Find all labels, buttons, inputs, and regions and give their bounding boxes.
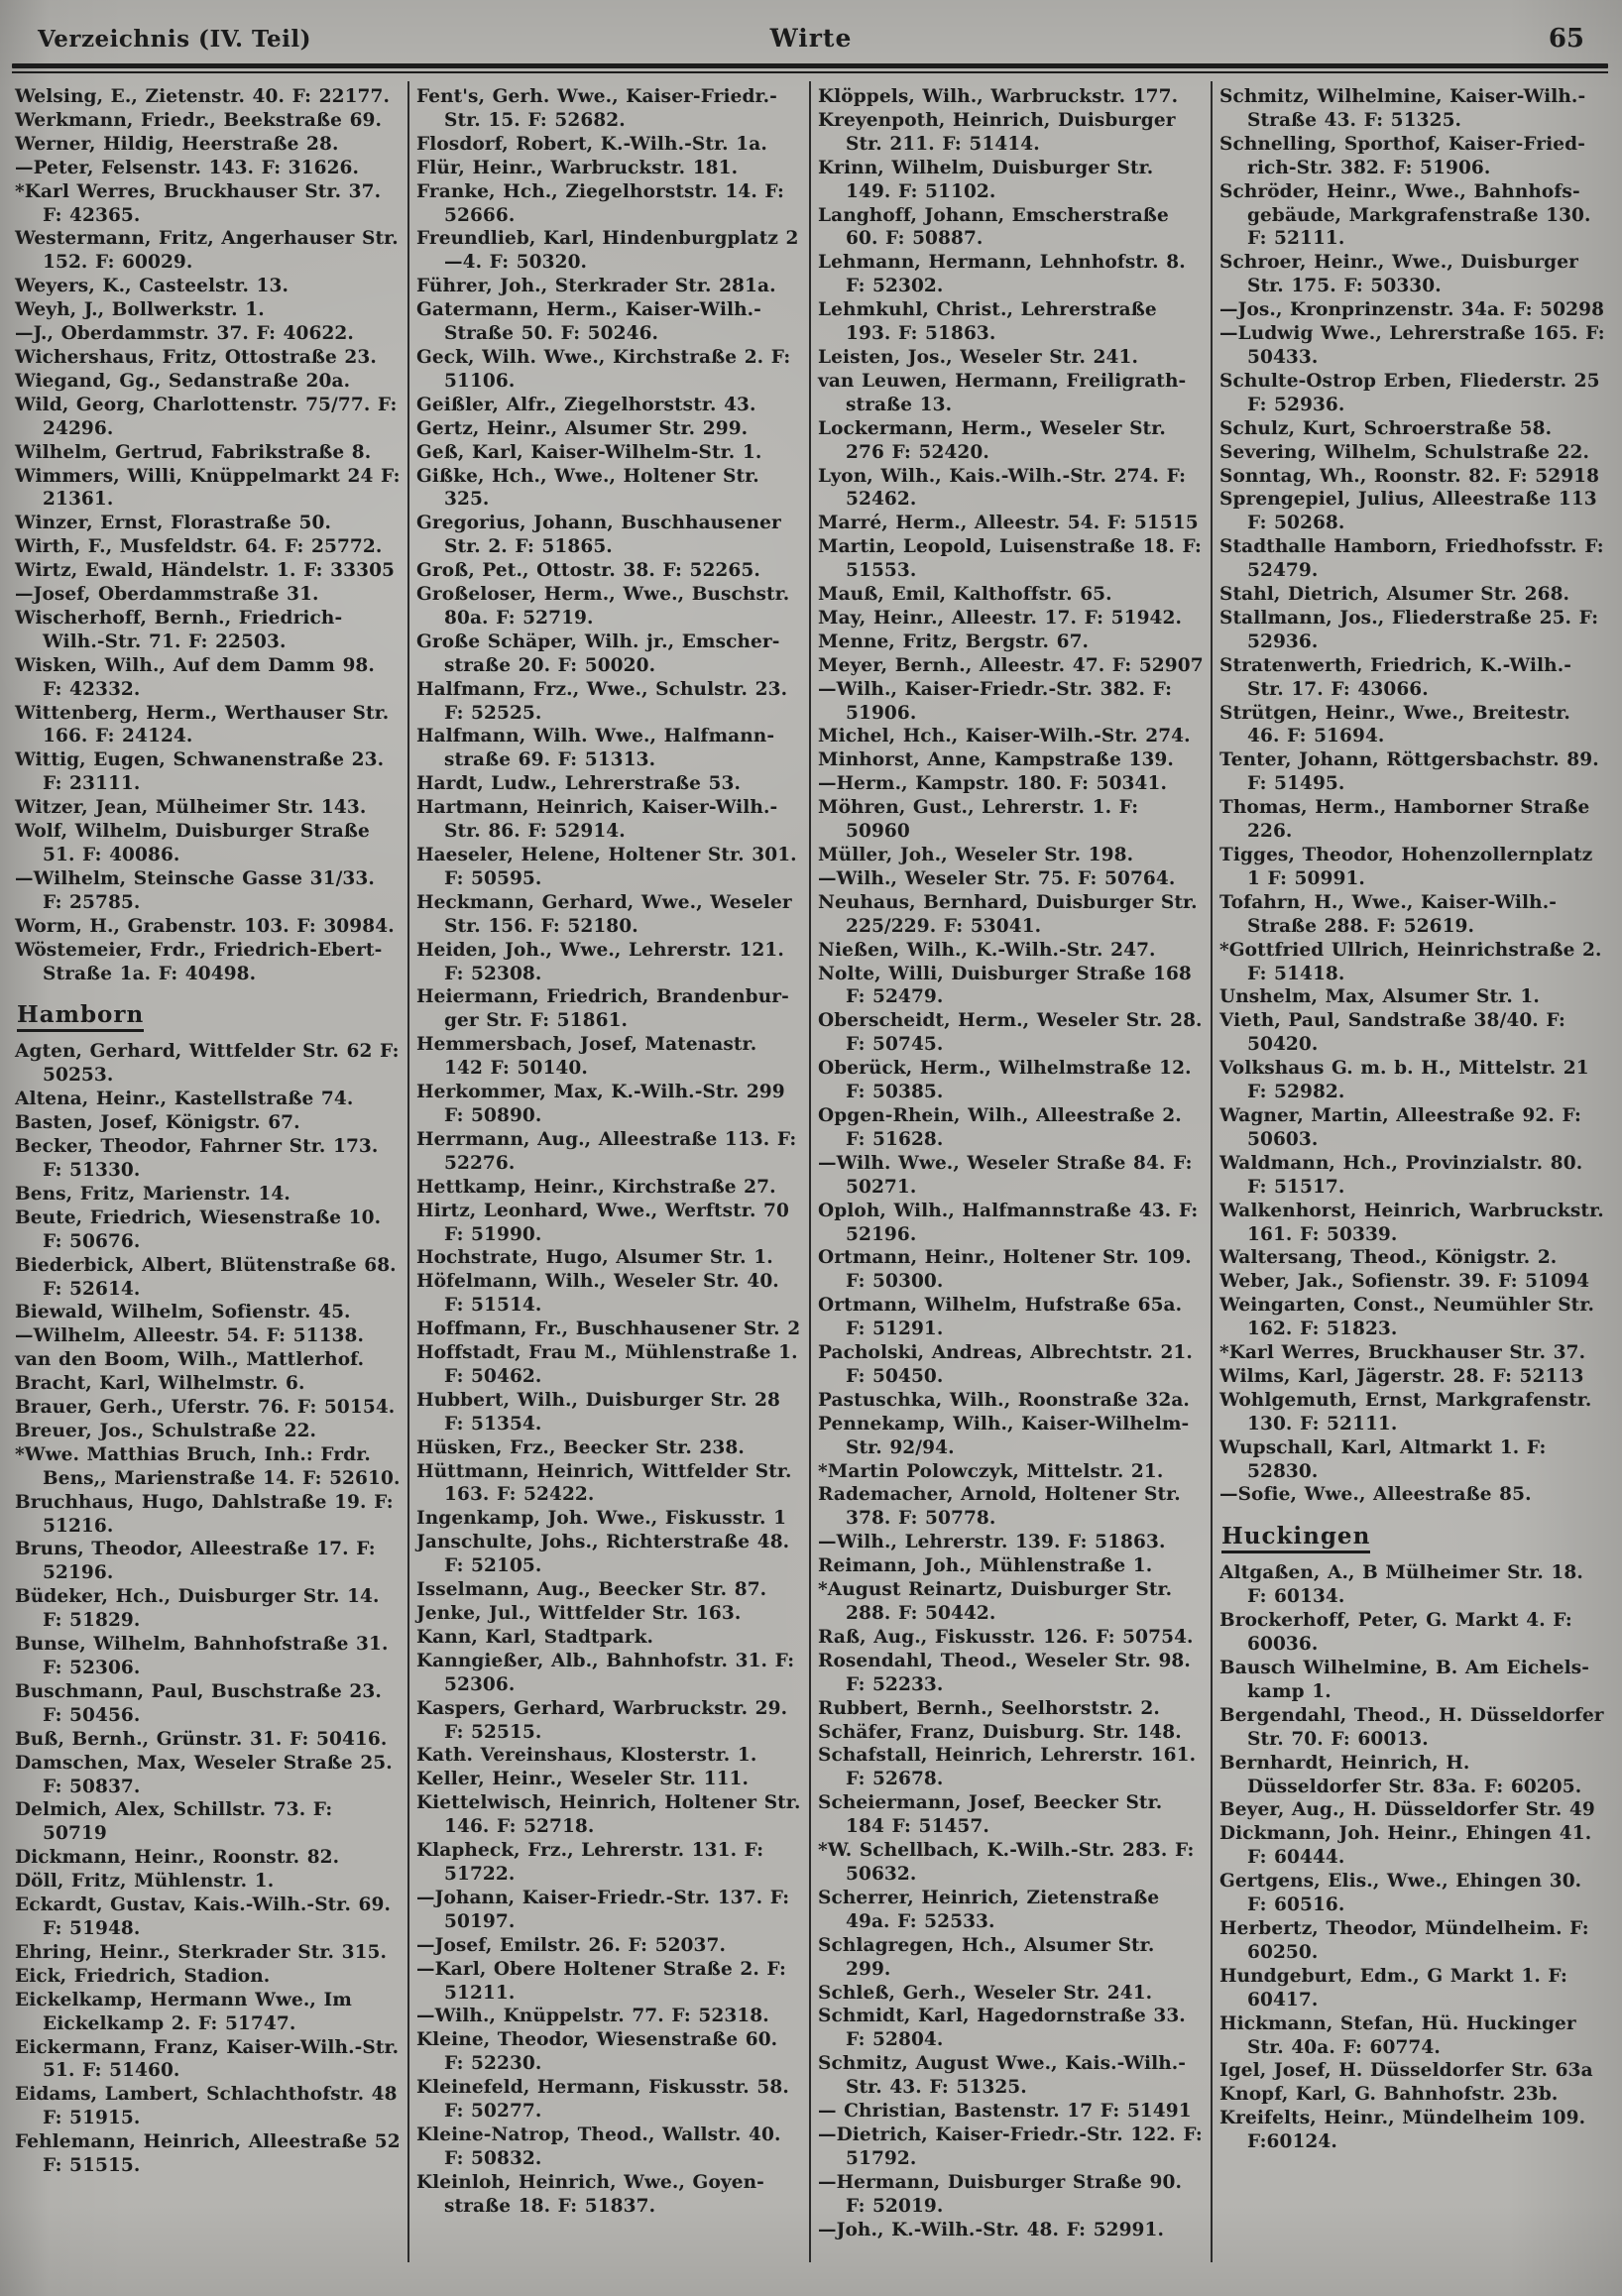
directory-entry: Klapheck, Frz., Lehrerstr. 131. F: 51722. — [416, 1840, 764, 1885]
directory-entry: Wilhelm, Gertrud, Fabrikstraße 8. — [15, 441, 372, 463]
directory-entry: Walkenhorst, Heinrich, Warbruckstr. 161. F: 50339. — [1219, 1200, 1604, 1245]
directory-entry: Schmidt, Karl, Hagedornstraße 33. F: 52804. — [818, 2006, 1186, 2051]
directory-entry: Waldmann, Hch., Provinzialstr. 80. F: 51517. — [1219, 1152, 1583, 1198]
directory-entry: —Karl, Obere Holtener Straße 2. F: 51211. — [416, 1958, 786, 2004]
directory-entry: Hundgeburt, Edm., G Markt 1. F: 60417. — [1219, 1965, 1567, 2010]
directory-entry: Schulz, Kurt, Schroerstraße 58. — [1219, 417, 1553, 439]
directory-entry: Bergendahl, Theod., H. Düsseldorfer Str. 70. F: 60013. — [1219, 1704, 1604, 1750]
directory-entry: Schleß, Gerh., Weseler Str. 241. — [818, 1982, 1153, 2004]
directory-entry: —Wilh., Knüppelstr. 77. F: 52318. — [416, 2006, 769, 2027]
directory-entry: Damschen, Max, Weseler Straße 25. F: 50837. — [15, 1752, 393, 1797]
directory-entry: Brockerhoff, Peter, G. Markt 4. F: 60036. — [1219, 1610, 1572, 1656]
directory-entry: Wisken, Wilh., Auf dem Damm 98. F: 42332. — [15, 654, 375, 700]
directory-entry: Langhoff, Johann, Emscherstraße 60. F: 50887. — [818, 204, 1169, 250]
directory-entry: Biewald, Wilhelm, Sofienstr. 45. — [15, 1302, 351, 1323]
directory-entry: Ortmann, Wilhelm, Hufstraße 65a. F: 51291. — [818, 1295, 1183, 1340]
directory-entry: Groß, Pet., Ottostr. 38. F: 52265. — [416, 560, 760, 582]
directory-entry: Opgen-Rhein, Wilh., Alleestraße 2. F: 51628. — [818, 1104, 1182, 1150]
directory-entry: Haeseler, Helene, Holtener Str. 301. F: 50595. — [416, 845, 797, 889]
directory-entry: *W. Schellbach, K.-Wilh.-Str. 283. F: 50632. — [818, 1840, 1195, 1885]
section-heading-hamborn — [17, 1001, 401, 1028]
directory-entry: Oberscheidt, Herm., Weseler Str. 28. F: 50745. — [818, 1010, 1203, 1056]
directory-entry: Halfmann, Frz., Wwe., Schulstr. 23. F: 52525. — [416, 678, 788, 724]
directory-entry: Bracht, Karl, Wilhelmstr. 6. — [15, 1373, 305, 1395]
directory-entry: *Karl Werres, Bruckhauser Str. 37. — [1219, 1342, 1586, 1364]
directory-entry: Hubbert, Wilh., Duisburger Str. 28 F: 51354. — [416, 1389, 780, 1435]
directory-entry: —Peter, Felsenstr. 143. F: 31626. — [15, 157, 360, 178]
directory-entry: Büdeker, Hch., Duisburger Str. 14. F: 51829. — [15, 1586, 380, 1632]
directory-entry: Döll, Fritz, Mühlenstr. 1. — [15, 1871, 275, 1893]
directory-entry: —Sofie, Wwe., Alleestraße 85. — [1219, 1484, 1532, 1506]
directory-entry: Kiettelwisch, Heinrich, Holtener Str. 146. F: 52718. — [416, 1792, 801, 1838]
directory-entry: —Herm., Kampstr. 180. F: 50341. — [818, 773, 1168, 795]
directory-entry: Möhren, Gust., Lehrerstr. 1. F: 50960 — [818, 797, 1139, 843]
directory-entry: Schroer, Heinr., Wwe., Duisburger Str. 175. F: 50330. — [1219, 252, 1578, 297]
directory-entry: Neuhaus, Bernhard, Duisburger Str. 225/229. F: 53041. — [818, 891, 1198, 937]
directory-entry: Bens, Fritz, Marienstr. 14. — [15, 1183, 290, 1205]
directory-entry: Mauß, Emil, Kalthoffstr. 65. — [818, 584, 1112, 606]
directory-entry: Wolf, Wilhelm, Duisburger Straße 51. F: 40086. — [15, 821, 370, 865]
directory-entry: Großeloser, Herm., Wwe., Buschstr. 80a. F: 52719. — [416, 584, 790, 629]
directory-entry: Tenter, Johann, Röttgersbachstr. 89. F: 51495. — [1219, 749, 1599, 795]
directory-entry: Hickmann, Stefan, Hü. Huckinger Str. 40a. F: 60774. — [1219, 2012, 1576, 2058]
directory-entry: Nolte, Willi, Duisburger Straße 168 F: 52479. — [818, 963, 1192, 1008]
directory-entry: Welsing, E., Zietenstr. 40. F: 22177. — [15, 86, 391, 107]
directory-entry: Weyh, J., Bollwerkstr. 1. — [15, 299, 265, 321]
directory-entry: Herkommer, Max, K.-Wilh.-Str. 299 F: 50890. — [416, 1082, 785, 1126]
directory-entry: Ingenkamp, Joh. Wwe., Fiskusstr. 1 — [416, 1508, 787, 1530]
directory-entry: —Joh., K.-Wilh.-Str. 48. F: 52991. — [818, 2219, 1165, 2240]
directory-entry: Sprengepiel, Julius, Alleestraße 113 F: 50268. — [1219, 489, 1597, 534]
directory-entry: Scheiermann, Josef, Beecker Str. 184 F: 51457. — [818, 1792, 1163, 1838]
directory-entry: Rosendahl, Theod., Weseler Str. 98. F: 52233. — [818, 1650, 1191, 1695]
directory-entry: —Wilhelm, Alleestr. 54. F: 51138. — [15, 1325, 365, 1347]
directory-entry: —Jos., Kronprinzenstr. 34a. F: 50298 — [1219, 299, 1605, 321]
directory-entry: Nießen, Wilh., K.-Wilh.-Str. 247. — [818, 939, 1156, 961]
directory-entry: Oploh, Wilh., Halfmannstraße 43. F: 52196. — [818, 1200, 1199, 1245]
directory-entry: —Wilh., Lehrerstr. 139. F: 51863. — [818, 1532, 1166, 1553]
directory-entry: Schulte-Ostrop Erben, Fliederstr. 25 F: 52936. — [1219, 370, 1600, 415]
directory-entry: Flür, Heinr., Warbruckstr. 181. — [416, 157, 739, 178]
directory-entry: van Leuwen, Hermann, Freiligrathstraße 13. — [818, 370, 1187, 415]
directory-entry: Tofahrn, H., Wwe., Kaiser-Wilh.-Straße 288. F: 52619. — [1219, 891, 1558, 937]
directory-entry: Stahl, Dietrich, Alsumer Str. 268. — [1219, 584, 1570, 606]
directory-entry: Reimann, Joh., Mühlenstraße 1. — [818, 1555, 1153, 1577]
directory-entry: —J., Oberdammstr. 37. F: 40622. — [15, 323, 354, 345]
directory-entry: Eickelkamp, Hermann Wwe., Im Eickelkamp 2. F: 51747. — [15, 1989, 352, 2034]
directory-entry: Bunse, Wilhelm, Bahnhofstraße 31. F: 52306. — [15, 1634, 389, 1678]
directory-entry: —Ludwig Wwe., Lehrerstraße 165. F: 50433. — [1219, 323, 1605, 368]
directory-entry: Schnelling, Sporthof, Kaiser-Friedrich-Str. 382. F: 51906. — [1219, 133, 1585, 178]
directory-entry: Wittig, Eugen, Schwanenstraße 23. F: 23111. — [15, 749, 385, 795]
directory-entry: Dickmann, Heinr., Roonstr. 82. — [15, 1847, 340, 1869]
directory-entry: —Hermann, Duisburger Straße 90. F: 52019. — [818, 2171, 1182, 2217]
directory-entry: Franke, Hch., Ziegelhorststr. 14. F: 52666. — [416, 180, 784, 226]
directory-entry: Stadthalle Hamborn, Friedhofsstr. F: 52479. — [1219, 536, 1604, 582]
directory-entry: Winzer, Ernst, Florastraße 50. — [15, 513, 332, 534]
directory-entry: Geck, Wilh. Wwe., Kirchstraße 2. F: 51106. — [416, 346, 791, 392]
directory-entry: Janschulte, Johs., Richterstraße 48. F: 52105. — [416, 1532, 790, 1577]
directory-entry: Minhorst, Anne, Kampstraße 139. — [818, 749, 1174, 771]
directory-entry: Kleine-Natrop, Theod., Wallstr. 40. F: 50832. — [416, 2124, 781, 2169]
directory-entry: Altena, Heinr., Kastellstraße 74. — [15, 1089, 354, 1110]
header-rule-thin — [12, 71, 1608, 73]
directory-entry: Geß, Karl, Kaiser-Wilhelm-Str. 1. — [416, 441, 762, 463]
directory-entry: Wichershaus, Fritz, Ottostraße 23. — [15, 346, 377, 368]
directory-entry: Kath. Vereinshaus, Klosterstr. 1. — [416, 1745, 757, 1767]
directory-entry: Schlagregen, Hch., Alsumer Str. 299. — [818, 1934, 1155, 1980]
directory-entry: Werkmann, Friedr., Beekstraße 69. — [15, 109, 383, 131]
directory-entry: Freundlieb, Karl, Hindenburgplatz 2—4. F: 50320. — [416, 228, 799, 274]
directory-entry: Stratenwerth, Friedrich, K.-Wilh.-Str. 17. F: 43066. — [1219, 654, 1572, 700]
directory-entry: Ehring, Heinr., Sterkrader Str. 315. — [15, 1941, 388, 1963]
directory-entry: Halfmann, Wilh. Wwe., Halfmannstraße 69. F: 51313. — [416, 726, 775, 771]
header-category-title: Wirte — [769, 24, 853, 53]
directory-entry: Wild, Georg, Charlottenstr. 75/77. F: 24296. — [15, 394, 398, 439]
directory-entry: Wohlgemuth, Ernst, Markgrafenstr. 130. F: 52111. — [1219, 1389, 1592, 1435]
page-number: 65 — [1548, 24, 1584, 54]
directory-entry: Lockermann, Herm., Weseler Str. 276 F: 52420. — [818, 417, 1166, 463]
directory-entry: Hoffstadt, Frau M., Mühlenstraße 1. F: 50462. — [416, 1342, 798, 1387]
directory-entry: Hettkamp, Heinr., Kirchstraße 27. — [416, 1176, 776, 1198]
directory-entry: Meyer, Bernh., Alleestr. 47. F: 52907 — [818, 654, 1204, 676]
directory-entry: Worm, H., Grabenstr. 103. F: 30984. — [15, 915, 395, 937]
directory-entry: Volkshaus G. m. b. H., Mittelstr. 21 F: 52982. — [1219, 1058, 1589, 1103]
directory-entry: Gertgens, Elis., Wwe., Ehingen 30. F: 60516. — [1219, 1871, 1582, 1916]
directory-entry: Höfelmann, Wilh., Weseler Str. 40. F: 51514. — [416, 1271, 779, 1317]
header-rule-thick — [12, 63, 1608, 68]
directory-entry: Heiden, Joh., Wwe., Lehrerstr. 121. F: 52308. — [416, 939, 784, 984]
directory-entry: Oberück, Herm., Wilhelmstraße 12. F: 50385. — [818, 1058, 1192, 1103]
directory-entry: —Josef, Oberdammstraße 31. — [15, 584, 319, 606]
directory-entry: Rubbert, Bernh., Seelhorststr. 2. — [818, 1697, 1160, 1719]
directory-entry: Severing, Wilhelm, Schulstraße 22. — [1219, 441, 1590, 463]
directory-entry: Hartmann, Heinrich, Kaiser-Wilh.-Str. 86. F: 52914. — [416, 797, 778, 843]
directory-entry: Breuer, Jos., Schulstraße 22. — [15, 1420, 317, 1441]
directory-entry: *Martin Polowczyk, Mittelstr. 21. — [818, 1460, 1164, 1482]
directory-entry: van den Boom, Wilh., Mattlerhof. — [15, 1349, 365, 1371]
directory-entry: —Johann, Kaiser-Friedr.-Str. 137. F: 50197. — [416, 1887, 790, 1932]
directory-entry: Agten, Gerhard, Wittfelder Str. 62 F: 50253. — [15, 1041, 400, 1087]
directory-entry: Hochstrate, Hugo, Alsumer Str. 1. — [416, 1247, 773, 1269]
directory-entry: Eickermann, Franz, Kaiser-Wilh.-Str. 51. F: 51460. — [15, 2036, 400, 2082]
directory-entry: Bernhardt, Heinrich, H. Düsseldorfer Str. 83a. F: 60205. — [1219, 1752, 1582, 1797]
directory-entry: *Gottfried Ullrich, Heinrichstraße 2. F: 51418. — [1219, 939, 1602, 984]
directory-entry: Sonntag, Wh., Roonstr. 82. F: 52918 — [1219, 465, 1600, 487]
directory-entry: Kreifelts, Heinr., Mündelheim 109. F:60124. — [1219, 2108, 1586, 2153]
directory-entry: Werner, Hildig, Heerstraße 28. — [15, 133, 339, 155]
directory-entry: Wilms, Karl, Jägerstr. 28. F: 52113 — [1219, 1365, 1584, 1387]
directory-entry: Biederbick, Albert, Blütenstraße 68. F: 52614. — [15, 1254, 397, 1300]
directory-column-3 — [809, 81, 1211, 2262]
directory-entry: Marré, Herm., Alleestr. 54. F: 51515 — [818, 513, 1199, 534]
directory-entry: Jenke, Jul., Wittfelder Str. 163. — [416, 1603, 742, 1624]
directory-entry: Wirth, F., Musfeldstr. 64. F: 25772. — [15, 536, 383, 558]
directory-entry: Knopf, Karl, G. Bahnhofstr. 23b. — [1219, 2084, 1559, 2106]
directory-entry: Hüsken, Frz., Beecker Str. 238. — [416, 1436, 745, 1458]
directory-entry: Eidams, Lambert, Schlachthofstr. 48 F: 51915. — [15, 2084, 398, 2129]
directory-entry: *Wwe. Matthias Bruch, Inh.: Frdr. Bens,, Marienstraße 14. F: 52610. — [15, 1443, 401, 1489]
directory-entry: Dickmann, Joh. Heinr., Ehingen 41. F: 60444. — [1219, 1823, 1592, 1869]
directory-entry: Gertz, Heinr., Alsumer Str. 299. — [416, 417, 749, 439]
directory-entry: Hirtz, Leonhard, Wwe., Werftstr. 70 F: 51990. — [416, 1200, 789, 1245]
directory-entry: Weber, Jak., Sofienstr. 39. F: 51094 — [1219, 1271, 1590, 1293]
header-section-title: Verzeichnis (IV. Teil) — [38, 26, 312, 53]
directory-entry: Schäfer, Franz, Duisburg. Str. 148. — [818, 1721, 1182, 1743]
directory-entry: Hardt, Ludw., Lehrerstraße 53. — [416, 773, 741, 795]
directory-entry: Scherrer, Heinrich, Zietenstraße 49a. F: 52533. — [818, 1887, 1160, 1932]
directory-column-1 — [8, 81, 407, 2262]
directory-entry: Buschmann, Paul, Buschstraße 23. F: 50456. — [15, 1680, 382, 1726]
directory-entry: Menne, Fritz, Bergstr. 67. — [818, 631, 1090, 652]
directory-entry: Eckardt, Gustav, Kais.-Wilh.-Str. 69. F: 51948. — [15, 1894, 392, 1939]
directory-entry: Strütgen, Heinr., Wwe., Breitestr. 46. F: 51694. — [1219, 702, 1570, 747]
directory-entry: —Wilhelm, Steinsche Gasse 31/33. F: 25785. — [15, 867, 375, 913]
directory-entry: Pennekamp, Wilh., Kaiser-Wilhelm-Str. 92/94. — [818, 1413, 1190, 1458]
directory-entry: Herbertz, Theodor, Mündelheim. F: 60250. — [1219, 1917, 1589, 1963]
directory-entry: Herrmann, Aug., Alleestraße 113. F: 52276. — [416, 1128, 797, 1174]
directory-entry: Michel, Hch., Kaiser-Wilh.-Str. 274. — [818, 726, 1191, 747]
directory-entry: Wirtz, Ewald, Händelstr. 1. F: 33305 — [15, 560, 396, 582]
directory-entry: Bausch Wilhelmine, B. Am Eichelskamp 1. — [1219, 1658, 1589, 1702]
directory-entry: Weingarten, Const., Neumühler Str. 162. F: 51823. — [1219, 1295, 1595, 1340]
directory-entry: Bruchhaus, Hugo, Dahlstraße 19. F: 51216. — [15, 1491, 394, 1537]
page-header — [8, 6, 1612, 61]
directory-entry: Pastuschka, Wilh., Roonstraße 32a. — [818, 1389, 1190, 1411]
directory-entry: May, Heinr., Alleestr. 17. F: 51942. — [818, 607, 1183, 629]
directory-entry: Unshelm, Max, Alsumer Str. 1. — [1219, 986, 1540, 1008]
directory-entry: Geißler, Alfr., Ziegelhorststr. 43. — [416, 394, 756, 415]
directory-entry: Westermann, Fritz, Angerhauser Str. 152. F: 60029. — [15, 228, 399, 274]
directory-entry: —Wilh., Weseler Str. 75. F: 50764. — [818, 867, 1176, 889]
directory-entry: Hemmersbach, Josef, Matenastr. 142 F: 50140. — [416, 1034, 757, 1080]
directory-entry: Wimmers, Willi, Knüppelmarkt 24 F: 21361. — [15, 465, 401, 511]
directory-entry: Martin, Leopold, Luisenstraße 18. F: 51553. — [818, 536, 1202, 582]
directory-entry: Waltersang, Theod., Königstr. 2. — [1219, 1247, 1558, 1269]
directory-entry: Schröder, Heinr., Wwe., Bahnhofsgebäude, Markgrafenstraße 130. F: 52111. — [1219, 180, 1591, 250]
directory-entry: Gatermann, Herm., Kaiser-Wilh.-Straße 50. F: 50246. — [416, 299, 761, 345]
directory-entry: Kleinefeld, Hermann, Fiskusstr. 58. F: 50277. — [416, 2077, 789, 2123]
directory-entry: Keller, Heinr., Weseler Str. 111. — [416, 1769, 750, 1790]
directory-entry: Lehmann, Hermann, Lehnhofstr. 8. F: 52302. — [818, 252, 1186, 297]
directory-entry: Wagner, Martin, Alleestraße 92. F: 50603. — [1219, 1104, 1581, 1150]
directory-entry: Bruns, Theodor, Alleestraße 17. F: 52196. — [15, 1539, 376, 1584]
directory-entry: Schmitz, August Wwe., Kais.-Wilh.-Str. 43. F: 51325. — [818, 2053, 1187, 2099]
directory-entry: Gißke, Hch., Wwe., Holtener Str. 325. — [416, 465, 759, 511]
directory-entry: Klöppels, Wilh., Warbruckstr. 177. — [818, 86, 1179, 107]
directory-entry: Weyers, K., Casteelstr. 13. — [15, 276, 290, 297]
directory-entry: —Dietrich, Kaiser-Friedr.-Str. 122. F: 51792. — [818, 2124, 1203, 2169]
directory-entry: Kann, Karl, Stadtpark. — [416, 1626, 654, 1648]
directory-entry: Fent's, Gerh. Wwe., Kaiser-Friedr.-Str. 15. F: 52682. — [416, 86, 777, 131]
directory-entry: Witzer, Jean, Mülheimer Str. 143. — [15, 797, 367, 819]
directory-entry: Eick, Friedrich, Stadion. — [15, 1965, 271, 1987]
directory-entry: Heckmann, Gerhard, Wwe., Weseler Str. 156. F: 52180. — [416, 891, 792, 937]
directory-entry: Wischerhoff, Bernh., Friedrich-Wilh.-Str. 71. F: 22503. — [15, 607, 343, 652]
directory-entry: Hüttmann, Heinrich, Wittfelder Str. 163. F: 52422. — [416, 1460, 792, 1506]
directory-entry: Leisten, Jos., Weseler Str. 241. — [818, 346, 1139, 368]
directory-entry: Kreyenpoth, Heinrich, Duisburger Str. 211. F: 51414. — [818, 109, 1176, 155]
directory-entry: Wöstemeier, Frdr., Friedrich-Ebert-Straße 1a. F: 40498. — [15, 939, 383, 984]
directory-entry: Große Schäper, Wilh. jr., Emscherstraße 20. F: 50020. — [416, 631, 780, 676]
directory-column-4 — [1211, 81, 1612, 2262]
directory-entry: Kleine, Theodor, Wiesenstraße 60. F: 52230. — [416, 2029, 778, 2075]
header-rule — [12, 63, 1608, 73]
section-heading-huckingen — [1221, 1523, 1605, 1550]
directory-entry: Hoffmann, Fr., Buschhausener Str. 2 — [416, 1319, 801, 1340]
directory-entry: Altgaßen, A., B Mülheimer Str. 18. F: 60134. — [1219, 1562, 1583, 1608]
directory-entry: Müller, Joh., Weseler Str. 198. — [818, 845, 1134, 865]
directory-entry: Isselmann, Aug., Beecker Str. 87. — [416, 1579, 767, 1601]
section-heading-label: Hamborn — [17, 1001, 144, 1032]
directory-entry: —Wilh. Wwe., Weseler Straße 84. F: 50271. — [818, 1152, 1193, 1198]
directory-entry: Tigges, Theodor, Hohenzollernplatz 1 F: 50991. — [1219, 845, 1593, 889]
directory-entry: Heiermann, Friedrich, Brandenburger Str. F: 51861. — [416, 986, 789, 1032]
directory-entry: Delmich, Alex, Schillstr. 73. F: 50719 — [15, 1799, 333, 1845]
directory-entry: Beyer, Aug., H. Düsseldorfer Str. 49 — [1219, 1799, 1595, 1821]
directory-entry: — Christian, Bastenstr. 17 F: 51491 — [818, 2101, 1192, 2123]
directory-entry: Schmitz, Wilhelmine, Kaiser-Wilh.-Straße 43. F: 51325. — [1219, 86, 1586, 131]
directory-entry: Wittenberg, Herm., Werthauser Str. 166. F: 24124. — [15, 702, 390, 747]
directory-entry: Brauer, Gerh., Uferstr. 76. F: 50154. — [15, 1397, 396, 1419]
directory-entry: Schafstall, Heinrich, Lehrerstr. 161. F: 52678. — [818, 1745, 1197, 1790]
directory-entry: Krinn, Wilhelm, Duisburger Str. 149. F: 51102. — [818, 157, 1154, 202]
directory-entry: *August Reinartz, Duisburger Str. 288. F: 50442. — [818, 1579, 1173, 1624]
directory-entry: Becker, Theodor, Fahrner Str. 173. F: 51330. — [15, 1136, 379, 1181]
directory-entry: Wiegand, Gg., Sedanstraße 20a. — [15, 370, 351, 392]
directory-entry: Buß, Bernh., Grünstr. 31. F: 50416. — [15, 1728, 388, 1750]
directory-entry: Ortmann, Heinr., Holtener Str. 109. F: 50300. — [818, 1247, 1192, 1293]
directory-entry: Rademacher, Arnold, Holtener Str. 378. F: 50778. — [818, 1484, 1181, 1530]
directory-entry: Thomas, Herm., Hamborner Straße 226. — [1219, 797, 1590, 843]
directory-entry: Beute, Friedrich, Wiesenstraße 10. F: 50676. — [15, 1206, 382, 1252]
directory-entry: Wupschall, Karl, Altmarkt 1. F: 52830. — [1219, 1436, 1547, 1482]
directory-entry: Führer, Joh., Sterkrader Str. 281a. — [416, 276, 776, 297]
directory-column-2 — [407, 81, 809, 2262]
directory-entry: Raß, Aug., Fiskusstr. 126. F: 50754. — [818, 1626, 1194, 1648]
directory-entry: Pacholski, Andreas, Albrechtstr. 21. F: 50450. — [818, 1342, 1193, 1387]
directory-entry: Kaspers, Gerhard, Warbruckstr. 29. F: 52515. — [416, 1697, 788, 1743]
directory-entry: Lehmkuhl, Christ., Lehrerstraße 193. F: 51863. — [818, 299, 1157, 345]
columns — [8, 81, 1612, 2262]
directory-entry: Vieth, Paul, Sandstraße 38/40. F: 50420. — [1219, 1010, 1565, 1056]
directory-entry: Lyon, Wilh., Kais.-Wilh.-Str. 274. F: 52462. — [818, 465, 1187, 511]
directory-entry: Igel, Josef, H. Düsseldorfer Str. 63a — [1219, 2060, 1593, 2082]
directory-entry: Kleinloh, Heinrich, Wwe., Goyenstraße 18. F: 51837. — [416, 2171, 764, 2217]
directory-entry: Fehlemann, Heinrich, Alleestraße 52 F: 51515. — [15, 2131, 401, 2177]
directory-entry: —Wilh., Kaiser-Friedr.-Str. 382. F: 51906. — [818, 678, 1173, 724]
directory-entry: —Josef, Emilstr. 26. F: 52037. — [416, 1934, 727, 1956]
directory-entry: Flosdorf, Robert, K.-Wilh.-Str. 1a. — [416, 133, 767, 155]
directory-entry: Basten, Josef, Königstr. 67. — [15, 1112, 300, 1134]
directory-entry: *Karl Werres, Bruckhauser Str. 37. F: 42365. — [15, 180, 382, 226]
directory-entry: Kanngießer, Alb., Bahnhofstr. 31. F: 52306. — [416, 1650, 795, 1695]
directory-entry: Gregorius, Johann, Buschhausener Str. 2. F: 51865. — [416, 513, 781, 558]
section-heading-label: Huckingen — [1221, 1523, 1370, 1553]
directory-entry: Stallmann, Jos., Fliederstraße 25. F: 52936. — [1219, 607, 1599, 652]
